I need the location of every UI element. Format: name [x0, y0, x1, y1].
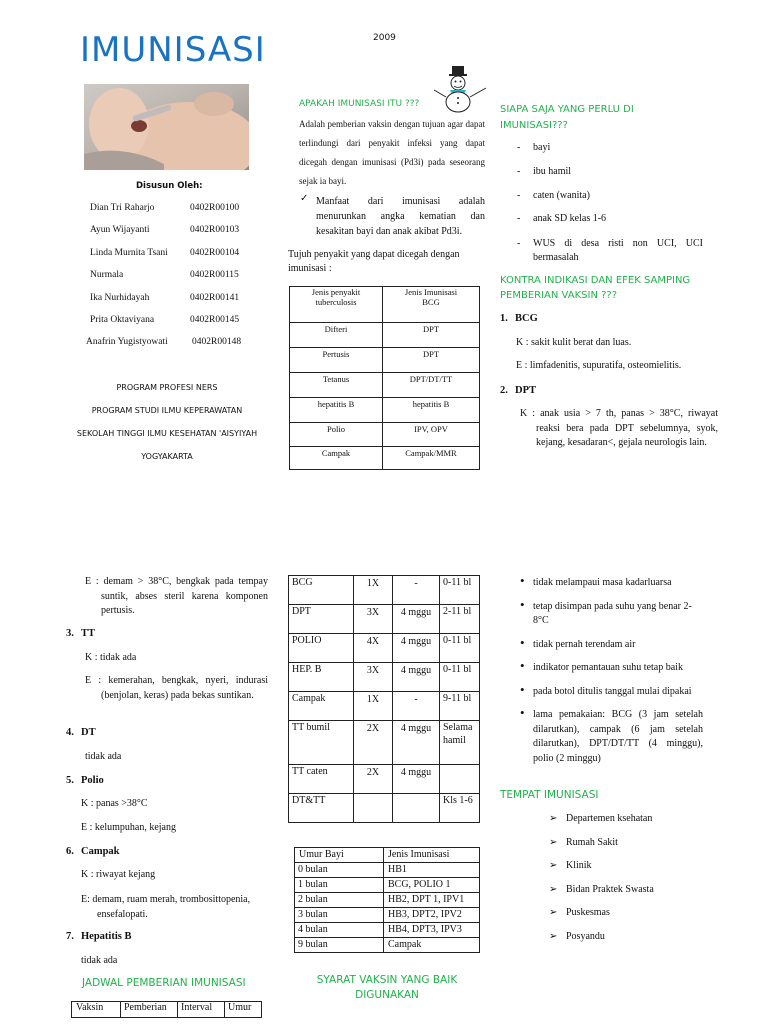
authors-heading: Disusun Oleh:	[136, 181, 203, 191]
polio-kontra: K : panas >38°C	[81, 798, 148, 809]
table-row	[290, 373, 480, 398]
table-row	[295, 908, 480, 923]
table-row	[290, 348, 480, 373]
table-cell	[354, 794, 393, 823]
author-row	[90, 293, 280, 315]
table-row	[295, 938, 480, 953]
table-row	[295, 923, 480, 938]
list-item: ➢ Posyandu	[566, 931, 706, 955]
syarat-heading: SYARAT VAKSIN YANG BAIK DIGUNAKAN	[316, 974, 458, 1001]
polio-number: 5.	[66, 775, 74, 786]
table-cell: Selama hamil	[440, 721, 480, 765]
table-cell: 3X	[354, 663, 393, 692]
table-row	[289, 721, 480, 765]
bcg-efek: E : limfadenitis, supuratifa, osteomielitis.	[516, 360, 682, 371]
table-cell: 2-11 bl	[440, 605, 480, 634]
table-cell: DT&TT	[289, 794, 354, 823]
table-row	[290, 287, 480, 323]
tt-kontra: K : tidak ada	[85, 652, 137, 663]
author-row	[90, 248, 280, 270]
table-row	[289, 576, 480, 605]
table-cell: 4X	[354, 634, 393, 663]
author-row	[90, 270, 280, 292]
dt-number: 4.	[66, 727, 74, 738]
table-cell: 2X	[354, 765, 393, 794]
dt-label: DT	[81, 727, 96, 738]
list-item: • tidak pernah terendam air	[533, 638, 703, 653]
header-text: Jenis Imunisasi	[404, 287, 458, 297]
schedule-table	[288, 575, 480, 823]
jadwal-header-table	[71, 1001, 262, 1018]
tempat-heading: TEMPAT IMUNISASI	[500, 789, 599, 801]
institution-line: PROGRAM PROFESI NERS	[116, 383, 218, 392]
table-cell: 4 mggu	[393, 663, 440, 692]
baby-photo	[84, 84, 249, 170]
campak-number: 6.	[66, 846, 74, 857]
list-item: ➢ Puskesmas	[566, 907, 706, 931]
dpt-label: DPT	[515, 385, 536, 396]
table-row	[289, 605, 480, 634]
table-row	[295, 878, 480, 893]
age-table	[294, 847, 480, 953]
table-cell: 0-11 bl	[440, 576, 480, 605]
table-cell: HB1	[384, 863, 480, 878]
table-cell: 1 bulan	[295, 878, 384, 893]
table-cell: 0-11 bl	[440, 663, 480, 692]
siapa-heading: SIAPA SAJA YANG PERLU DI IMUNISASI???	[500, 104, 634, 131]
table-cell: 0-11 bl	[440, 634, 480, 663]
table-cell: Interval	[178, 1002, 225, 1018]
table-row	[289, 692, 480, 721]
bcg-label: BCG	[515, 313, 538, 324]
author-row	[90, 203, 280, 225]
author-name: Ayun Wijayanti	[90, 225, 150, 236]
table-cell: Umur	[225, 1002, 262, 1018]
table-cell	[290, 287, 383, 323]
author-name: Ika Nurhidayah	[90, 292, 150, 303]
table-cell: DPT	[383, 323, 480, 348]
table-cell	[440, 765, 480, 794]
list-item: • tidak melampaui masa kadarluarsa	[533, 576, 703, 591]
apakah-body: Adalah pemberian vaksin dengan tujuan agar dapat terlindungi dari penyakit infeksi yang dapat dicegah dengan imunisasi (Pd3i) pada seseorang sejak ia bayi.	[299, 119, 485, 186]
list-item: - bayi	[533, 142, 703, 166]
institution-line: YOGYAKARTA	[141, 452, 193, 461]
manfaat-text: Manfaat dari imunisasi adalah menurunkan angka kematian dan kesakitan bayi dan anak akibat Pd3i.	[316, 196, 485, 237]
table-cell: 1X	[354, 692, 393, 721]
table-cell: Kls 1-6	[440, 794, 480, 823]
table-cell: Campak	[384, 938, 480, 953]
table-cell: Jenis Imunisasi	[384, 848, 480, 863]
table-cell: -	[393, 576, 440, 605]
author-id: 0402R00145	[190, 314, 240, 325]
table-cell: Campak/MMR	[383, 447, 480, 470]
author-id: 0402R00141	[190, 292, 240, 303]
table-row	[295, 863, 480, 878]
author-id: 0402R00103	[190, 225, 240, 236]
author-name: Nurmala	[90, 270, 124, 281]
table-cell: 4 mggu	[393, 605, 440, 634]
list-item: - caten (wanita)	[533, 190, 703, 213]
table-row	[72, 1002, 262, 1018]
table-row	[290, 323, 480, 348]
campak-efek: E: demam, ruam merah, trombosittopenia, ensefalopati.	[81, 894, 251, 920]
hepatitis-kontra: tidak ada	[81, 955, 118, 966]
dpt-efek: E : demam > 38°C, bengkak pada tempay suntik, abses steril karena komponen pertusis.	[85, 576, 268, 616]
bcg-number: 1.	[500, 313, 508, 324]
table-cell: 4 bulan	[295, 923, 384, 938]
table-cell: Campak	[290, 447, 383, 470]
list-item: • tetap disimpan pada suhu yang benar 2-8°C	[533, 600, 703, 629]
institution-line: SEKOLAH TINGGI ILMU KESEHATAN 'AISYIYAH	[76, 429, 258, 438]
tempat-list	[566, 813, 706, 955]
author-name: Linda Murnita Tsani	[90, 247, 168, 258]
list-item: - ibu hamil	[533, 166, 703, 190]
table-cell: Pertusis	[290, 348, 383, 373]
table-row	[295, 893, 480, 908]
list-item: • indikator pemantauan suhu tetap baik	[533, 661, 703, 676]
polio-efek: E : kelumpuhan, kejang	[81, 822, 176, 833]
table-row	[290, 447, 480, 470]
table-cell: 1X	[354, 576, 393, 605]
author-name: Anafrin Yugistyowati	[86, 337, 168, 348]
list-item: ➢ Rumah Sakit	[566, 837, 706, 861]
page-title: IMUNISASI	[80, 30, 266, 70]
list-item: • pada botol ditulis tanggal mulai dipakai	[533, 685, 703, 700]
table-cell: Campak	[289, 692, 354, 721]
institution-block	[60, 383, 274, 475]
list-item: • lama pemakaian: BCG (3 jam setelah dilarutkan), campak (6 jam setelah dilarutkan), DPT/DT/TT (4 minggu), polio (2 minggu)	[533, 708, 703, 766]
cell-text: tuberculosis	[315, 297, 357, 307]
jadwal-heading: JADWAL PEMBERIAN IMUNISASI	[82, 977, 246, 989]
table-cell: Tetanus	[290, 373, 383, 398]
manfaat-check-icon: ✓	[300, 193, 309, 204]
table-cell: BCG	[289, 576, 354, 605]
year-label: 2009	[373, 33, 396, 43]
table-row	[295, 848, 480, 863]
list-item: - WUS di desa risti non UCI, UCI bermasalah	[533, 237, 703, 265]
campak-kontra: K : riwayat kejang	[81, 869, 156, 880]
authors-list	[86, 203, 280, 360]
table-cell	[393, 794, 440, 823]
table-cell: 4 mggu	[393, 634, 440, 663]
dt-kontra: tidak ada	[85, 751, 122, 762]
author-row	[86, 337, 276, 359]
table-cell: BCG, POLIO 1	[384, 878, 480, 893]
disease-table	[289, 286, 480, 470]
list-item: ➢ Departemen ksehatan	[566, 813, 706, 837]
author-name: Dian Tri Raharjo	[90, 203, 155, 213]
author-id: 0402R00115	[190, 270, 239, 281]
table-cell: HB4, DPT3, IPV3	[384, 923, 480, 938]
table-cell: 4 mggu	[393, 721, 440, 765]
table-cell: -	[393, 692, 440, 721]
table-cell: 0 bulan	[295, 863, 384, 878]
table-cell: HB2, DPT 1, IPV1	[384, 893, 480, 908]
table-cell: DPT	[383, 348, 480, 373]
table-row	[289, 634, 480, 663]
list-item: - anak SD kelas 1-6	[533, 213, 703, 237]
table-cell: Vaksin	[72, 1002, 121, 1018]
table-cell: 2 bulan	[295, 893, 384, 908]
list-item: ➢ Bidan Praktek Swasta	[566, 884, 706, 908]
author-id: 0402R00100	[190, 203, 240, 213]
table-cell: DPT/DT/TT	[383, 373, 480, 398]
table-cell: Umur Bayi	[295, 848, 384, 863]
author-row	[90, 225, 280, 247]
table-row	[289, 794, 480, 823]
hepatitis-label: Hepatitis B	[81, 931, 132, 942]
table-cell: 3 bulan	[295, 908, 384, 923]
tujuh-text: Tujuh penyakit yang dapat dicegah dengan imunisasi :	[288, 249, 460, 274]
polio-label: Polio	[81, 775, 104, 786]
table-cell: Polio	[290, 423, 383, 447]
table-cell: POLIO	[289, 634, 354, 663]
bcg-kontra: K : sakit kulit berat dan luas.	[516, 337, 632, 348]
apakah-heading: APAKAH IMUNISASI ITU ???	[299, 99, 420, 109]
author-id: 0402R00104	[190, 247, 240, 258]
table-cell: 3X	[354, 605, 393, 634]
snowman-icon	[432, 64, 490, 114]
cell-text: BCG	[422, 297, 440, 307]
table-cell: 4 mggu	[393, 765, 440, 794]
table-row	[290, 398, 480, 423]
table-cell: DPT	[289, 605, 354, 634]
syarat-list	[533, 576, 703, 766]
table-cell: hepatitis B	[290, 398, 383, 423]
table-cell	[383, 287, 480, 323]
table-cell: TT bumil	[289, 721, 354, 765]
list-item: ➢ Klinik	[566, 860, 706, 884]
table-cell: 2X	[354, 721, 393, 765]
table-cell: 9-11 bl	[440, 692, 480, 721]
author-id: 0402R00148	[192, 337, 242, 348]
author-name: Prita Oktaviyana	[90, 314, 155, 325]
table-row	[289, 765, 480, 794]
institution-line: PROGRAM STUDI ILMU KEPERAWATAN	[91, 406, 243, 415]
dpt-number: 2.	[500, 385, 508, 396]
table-cell: 9 bulan	[295, 938, 384, 953]
table-cell: Pemberian	[121, 1002, 178, 1018]
table-cell: HEP. B	[289, 663, 354, 692]
author-row	[90, 315, 280, 337]
table-row	[289, 663, 480, 692]
kontra-heading: KONTRA INDIKASI DAN EFEK SAMPING PEMBERIAN VAKSIN ???	[500, 275, 691, 301]
campak-label: Campak	[81, 846, 120, 857]
header-text: Jenis penyakit	[311, 287, 361, 297]
hepatitis-number: 7.	[66, 931, 74, 942]
table-cell: TT caten	[289, 765, 354, 794]
dpt-kontra: K : anak usia > 7 th, panas > 38°C, riwayat reaksi bera pada DPT sebelumnya, syok, kejang, kesadaran<, gejala neurologis lain.	[520, 408, 718, 448]
table-cell: hepatitis B	[383, 398, 480, 423]
siapa-list	[533, 142, 703, 265]
tt-label: TT	[81, 628, 96, 639]
table-row	[290, 423, 480, 447]
table-cell: Difteri	[290, 323, 383, 348]
table-cell: IPV, OPV	[383, 423, 480, 447]
tt-efek: E : kemerahan, bengkak, nyeri, indurasi (benjolan, keras) pada bekas suntikan.	[85, 675, 268, 701]
table-cell: HB3, DPT2, IPV2	[384, 908, 480, 923]
tt-number: 3.	[66, 628, 74, 639]
